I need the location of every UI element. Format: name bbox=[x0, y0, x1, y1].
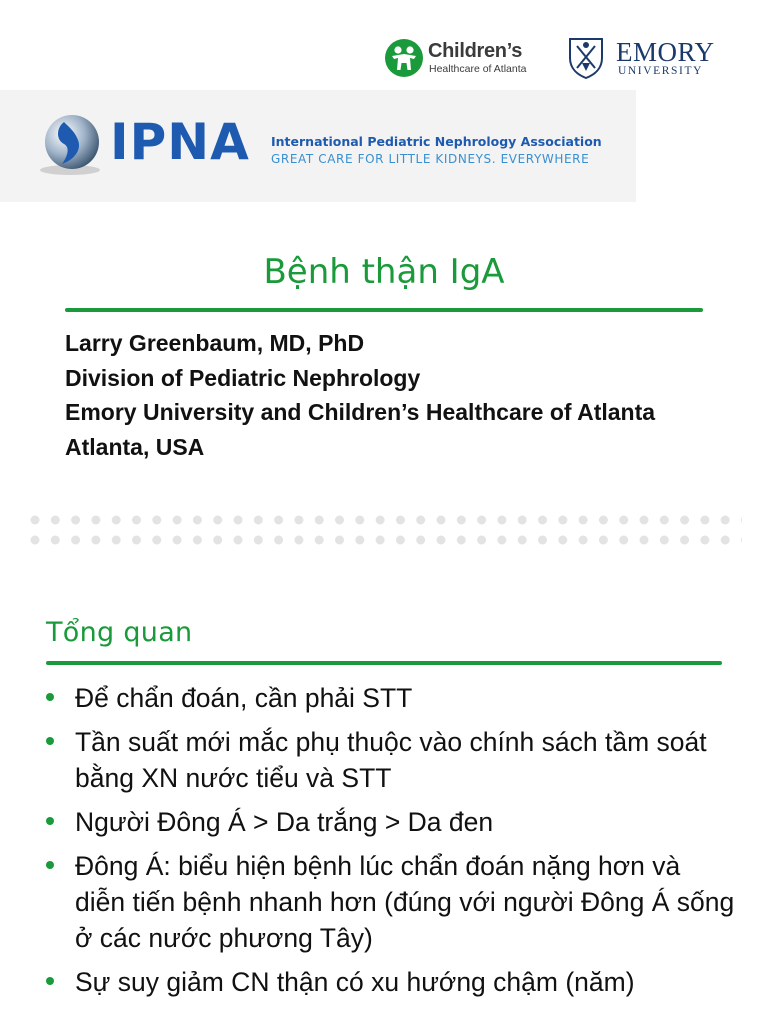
divider-dot bbox=[234, 536, 243, 545]
bullet-dot-icon bbox=[46, 861, 54, 869]
divider-dot bbox=[335, 536, 344, 545]
childrens-healthcare-logo bbox=[384, 38, 544, 82]
divider-dot bbox=[558, 536, 567, 545]
emory-logo-subtitle: UNIVERSITY bbox=[618, 65, 703, 77]
divider-dot bbox=[234, 516, 243, 525]
divider-dot bbox=[538, 536, 547, 545]
divider-dot bbox=[376, 536, 385, 545]
ipna-full-name: International Pediatric Nephrology Association bbox=[271, 134, 602, 149]
divider-dot bbox=[741, 536, 742, 545]
title-underline bbox=[65, 308, 703, 312]
author-name: Larry Greenbaum, MD, PhD bbox=[65, 330, 365, 356]
divider-dot bbox=[274, 536, 283, 545]
dotted-divider bbox=[30, 514, 742, 548]
bullet-dot-icon bbox=[46, 693, 54, 701]
list-item bbox=[46, 804, 736, 840]
list-item bbox=[46, 724, 736, 796]
divider-dot bbox=[112, 536, 121, 545]
bullet-text: Sự suy giảm CN thận có xu hướng chậm (năm) bbox=[75, 967, 635, 997]
divider-dot bbox=[518, 536, 527, 545]
divider-dot bbox=[497, 536, 506, 545]
divider-dot bbox=[599, 536, 608, 545]
divider-dot bbox=[619, 516, 628, 525]
divider-dot bbox=[132, 516, 141, 525]
divider-dot bbox=[71, 536, 80, 545]
divider-dot bbox=[660, 516, 669, 525]
divider-dot bbox=[91, 516, 100, 525]
divider-dot bbox=[558, 516, 567, 525]
divider-dot bbox=[437, 516, 446, 525]
divider-dot bbox=[579, 536, 588, 545]
divider-dot bbox=[294, 516, 303, 525]
bullet-text: Tần suất mới mắc phụ thuộc vào chính sách tầm soát bằng XN nước tiểu và STT bbox=[75, 727, 707, 793]
emory-university-logo bbox=[568, 36, 718, 82]
divider-dot bbox=[91, 536, 100, 545]
divider-dot bbox=[457, 516, 466, 525]
divider-dot bbox=[152, 516, 161, 525]
emory-shield-icon bbox=[568, 36, 604, 80]
divider-dot bbox=[599, 516, 608, 525]
divider-dot bbox=[721, 516, 730, 525]
divider-dot bbox=[518, 516, 527, 525]
globe-icon bbox=[34, 112, 104, 176]
overview-heading: Tổng quan bbox=[46, 617, 193, 648]
overview-underline bbox=[46, 661, 722, 665]
bullet-text: Đông Á: biểu hiện bệnh lúc chẩn đoán nặng hơn và diễn tiến bệnh nhanh hơn (đúng với người Đông Á sống ở các nước phương Tây) bbox=[75, 851, 735, 953]
divider-dot bbox=[396, 516, 405, 525]
ipna-wordmark: IPNA bbox=[110, 113, 250, 171]
divider-dot bbox=[416, 536, 425, 545]
divider-dot bbox=[579, 516, 588, 525]
divider-dot bbox=[335, 516, 344, 525]
bullet-dot-icon bbox=[46, 977, 54, 985]
divider-dot bbox=[254, 536, 263, 545]
divider-dot bbox=[315, 516, 324, 525]
divider-dot bbox=[51, 536, 60, 545]
divider-dot bbox=[254, 516, 263, 525]
divider-dot bbox=[660, 536, 669, 545]
divider-dot bbox=[741, 516, 742, 525]
divider-dot bbox=[477, 536, 486, 545]
divider-dot bbox=[680, 516, 689, 525]
divider-dot bbox=[274, 516, 283, 525]
divider-dot bbox=[213, 536, 222, 545]
list-item bbox=[46, 848, 736, 956]
bullet-text: Để chẩn đoán, cần phải STT bbox=[75, 683, 413, 713]
divider-dot bbox=[457, 536, 466, 545]
divider-dot bbox=[376, 516, 385, 525]
divider-dot bbox=[152, 536, 161, 545]
divider-dot bbox=[355, 536, 364, 545]
ipna-tagline: GREAT CARE FOR LITTLE KIDNEYS. EVERYWHERE bbox=[271, 152, 590, 166]
childrens-figures-icon bbox=[384, 38, 424, 78]
divider-dot bbox=[721, 536, 730, 545]
list-item bbox=[46, 964, 736, 1000]
author-location: Atlanta, USA bbox=[65, 433, 205, 460]
divider-dot bbox=[173, 536, 182, 545]
divider-dot bbox=[71, 516, 80, 525]
author-division: Division of Pediatric Nephrology bbox=[65, 364, 421, 391]
childrens-logo-subtitle: Healthcare of Atlanta bbox=[429, 63, 527, 75]
list-item bbox=[46, 680, 736, 716]
divider-dot bbox=[294, 536, 303, 545]
ipna-banner bbox=[0, 90, 636, 202]
author-institution: Emory University and Children’s Healthcare of Atlanta bbox=[65, 399, 656, 425]
divider-dot bbox=[396, 536, 405, 545]
divider-dot bbox=[193, 536, 202, 545]
divider-dot bbox=[193, 516, 202, 525]
slide-title: Bệnh thận IgA bbox=[263, 252, 505, 292]
divider-dot bbox=[437, 536, 446, 545]
divider-dot bbox=[680, 536, 689, 545]
divider-dot bbox=[700, 536, 709, 545]
emory-logo-name: EMORY bbox=[616, 37, 715, 67]
divider-dot bbox=[497, 516, 506, 525]
divider-dot bbox=[31, 536, 40, 545]
divider-dot bbox=[132, 536, 141, 545]
author-block bbox=[65, 326, 655, 464]
divider-dot bbox=[315, 536, 324, 545]
divider-dot bbox=[355, 516, 364, 525]
divider-dot bbox=[31, 516, 40, 525]
divider-dot bbox=[173, 516, 182, 525]
bullet-dot-icon bbox=[46, 737, 54, 745]
childrens-logo-name: Children’s bbox=[428, 40, 523, 62]
divider-dot bbox=[640, 536, 649, 545]
divider-dot bbox=[640, 516, 649, 525]
divider-dot bbox=[477, 516, 486, 525]
divider-dot bbox=[112, 516, 121, 525]
divider-dot bbox=[700, 516, 709, 525]
overview-bullet-list bbox=[46, 680, 736, 1008]
divider-dot bbox=[51, 516, 60, 525]
bullet-text: Người Đông Á > Da trắng > Da đen bbox=[75, 807, 494, 837]
divider-dot bbox=[619, 536, 628, 545]
divider-dot bbox=[538, 516, 547, 525]
bullet-dot-icon bbox=[46, 817, 54, 825]
divider-dot bbox=[213, 516, 222, 525]
divider-dot bbox=[416, 516, 425, 525]
